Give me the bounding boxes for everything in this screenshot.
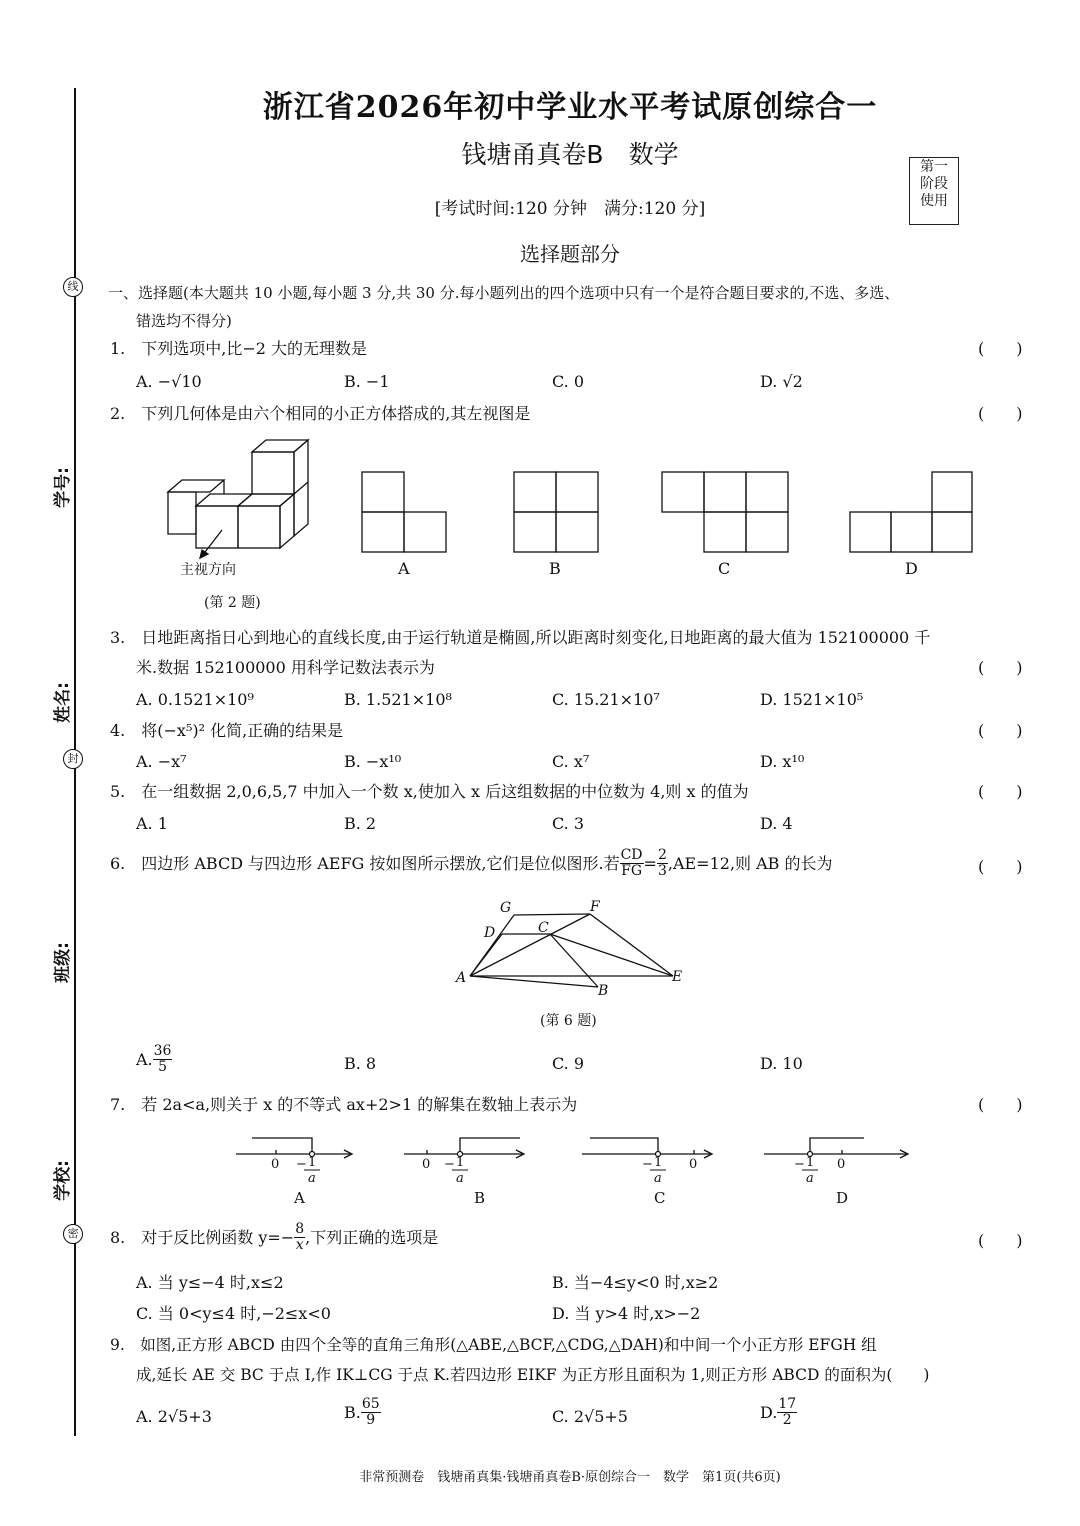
q6-option-a-num: 36: [153, 1043, 172, 1059]
q9-option-d: [760, 1397, 797, 1428]
q5-option-b: B. 2: [344, 814, 377, 833]
q6-answer-paren: ( ): [978, 857, 1023, 876]
q7-a-minus: −: [296, 1157, 307, 1172]
q4-option-d: D. x¹⁰: [760, 752, 805, 771]
instructions-line1: 一、选择题(本大题共 10 小题,每小题 3 分,共 30 分.每小题列出的四个选项中只有一个是符合题目要求的,不选、多选、: [108, 284, 900, 302]
exam-time-info: [考试时间:120 分钟 满分:120 分]: [434, 199, 706, 219]
q7-c-a: a: [654, 1171, 662, 1186]
q7-option-b: B: [474, 1189, 486, 1207]
q6-ratio-den: FG: [621, 863, 643, 879]
q8-fraction: [294, 1222, 305, 1253]
q6-value-fraction: [657, 848, 668, 879]
q7-b-a: a: [456, 1171, 464, 1186]
q2-stem: 2. 下列几何体是由六个相同的小正方体搭成的,其左视图是: [110, 404, 531, 423]
q8-fraction-den: x: [295, 1237, 304, 1253]
q7-d-one: 1: [806, 1155, 815, 1170]
q1-option-b: B. −1: [344, 372, 390, 391]
q4-option-c: C. x⁷: [552, 752, 590, 771]
q7-b-minus: −: [444, 1157, 455, 1172]
q6-value-num: 2: [657, 847, 667, 863]
q9-option-b-den: 9: [366, 1412, 376, 1428]
q3-option-a: A. 0.1521×10⁹: [136, 690, 254, 709]
q7-d-minus: −: [794, 1157, 805, 1172]
q6-ratio-fraction: [620, 848, 644, 879]
stage-stamp: [909, 157, 959, 225]
q9-option-b-fraction: [361, 1397, 381, 1428]
q6-option-a-label: A.: [136, 1049, 153, 1069]
q7-c-one: 1: [654, 1155, 663, 1170]
name-label: 姓名:: [52, 682, 73, 723]
q1-answer-paren: ( ): [978, 339, 1023, 358]
q6-point-f: F: [590, 899, 600, 915]
q7-c-zero: 0: [689, 1157, 698, 1172]
class-label: 班级:: [52, 942, 73, 983]
q4-option-a: A. −x⁷: [136, 752, 187, 771]
q7-a-a: a: [308, 1171, 316, 1186]
q6-option-b: B. 8: [344, 1054, 377, 1073]
q6-ratio-num: CD: [620, 847, 643, 863]
q2-option-c: C: [718, 559, 731, 578]
q3-option-b: B. 1.521×10⁸: [344, 690, 452, 709]
q1-option-a: A. −√10: [136, 372, 202, 391]
q7-option-a: A: [294, 1189, 305, 1207]
q7-a-zero: 0: [271, 1157, 280, 1172]
q7-b-one: 1: [456, 1155, 465, 1170]
q9-option-b-label: B.: [344, 1402, 361, 1422]
q6-stem-post: ,AE=12,则 AB 的长为: [667, 853, 833, 873]
q3-stem-line1: 3. 日地距离指日心到地心的直线长度,由于运行轨道是椭圆,所以距离时刻变化,日地距离的最大值为 152100000 千: [110, 628, 931, 647]
q6-equals: =: [643, 853, 657, 873]
q5-stem: 5. 在一组数据 2,0,6,5,7 中加入一个数 x,使加入 x 后这组数据的中位数为 4,则 x 的值为: [110, 782, 749, 801]
q6-point-e: E: [672, 969, 683, 985]
q2-option-b: B: [549, 559, 561, 578]
q7-d-zero: 0: [837, 1157, 846, 1172]
q9-option-d-den: 2: [782, 1412, 792, 1428]
q9-option-d-fraction: [777, 1397, 797, 1428]
q7-d-a: a: [806, 1171, 814, 1186]
binding-circle-mi: 密: [63, 1224, 83, 1244]
q6-point-a: A: [456, 970, 467, 986]
q7-option-d: D: [836, 1189, 849, 1207]
q2-figure: [150, 430, 1030, 620]
instructions-line2: 错选均不得分): [136, 312, 232, 330]
q1-stem: 1. 下列选项中,比−2 大的无理数是: [110, 339, 368, 358]
q6-option-d: D. 10: [760, 1054, 803, 1073]
q2-option-a: A: [398, 559, 410, 578]
stamp-line: 第一: [920, 159, 948, 175]
stamp-line: 使用: [920, 193, 948, 209]
q3-stem-line2: 米.数据 152100000 用科学记数法表示为: [136, 658, 435, 677]
q8-option-a: A. 当 y≤−4 时,x≤2: [136, 1273, 284, 1292]
q6-option-a: [136, 1044, 172, 1075]
q2-direction-label: 主视方向: [180, 562, 236, 578]
q8-stem-pre: 8. 对于反比例函数 y=−: [110, 1227, 295, 1247]
q9-option-b: [344, 1397, 381, 1428]
q4-answer-paren: ( ): [978, 721, 1023, 740]
q4-option-b: B. −x¹⁰: [344, 752, 402, 771]
q6-option-a-fraction: [153, 1044, 173, 1075]
q9-option-b-num: 65: [361, 1396, 380, 1412]
q6-point-g: G: [500, 900, 512, 916]
q7-option-c: C: [654, 1189, 666, 1207]
section-title: 选择题部分: [520, 242, 620, 266]
exam-title: 浙江省2026年初中学业水平考试原创综合一: [262, 90, 878, 125]
q6-caption: (第 6 题): [540, 1013, 597, 1029]
q3-option-c: C. 15.21×10⁷: [552, 690, 660, 709]
student-id-label: 学号:: [52, 467, 73, 508]
q8-stem-post: ,下列正确的选项是: [305, 1227, 439, 1247]
q6-stem-pre: 6. 四边形 ABCD 与四边形 AEFG 按如图所示摆放,它们是位似图形.若: [110, 853, 620, 873]
q8-answer-paren: ( ): [978, 1231, 1023, 1250]
q5-option-a: A. 1: [136, 814, 168, 833]
school-label: 学校:: [52, 1160, 73, 1201]
q8-option-c: C. 当 0<y≤4 时,−2≤x<0: [136, 1304, 331, 1323]
q1-option-c: C. 0: [552, 372, 585, 391]
q9-option-a: A. 2√5+3: [136, 1407, 212, 1426]
binding-circle-xian: 线: [63, 277, 83, 297]
page-footer: 非常预测卷 钱塘甬真集·钱塘甬真卷B·原创综合一 数学 第1页(共6页): [359, 1470, 781, 1485]
q9-option-d-label: D.: [760, 1402, 778, 1422]
q9-stem-line2: 成,延长 AE 交 BC 于点 I,作 IK⊥CG 于点 K.若四边形 EIKF 为正方形且面积为 1,则正方形 ABCD 的面积为( ): [136, 1366, 930, 1384]
q6-option-a-den: 5: [158, 1059, 168, 1075]
q2-caption: (第 2 题): [204, 595, 261, 611]
q5-option-d: D. 4: [760, 814, 793, 833]
exam-subtitle: 钱塘甬真卷B 数学: [461, 140, 679, 169]
q1-option-d: D. √2: [760, 372, 803, 391]
q6-figure: [450, 892, 700, 1004]
q7-number-lines: [230, 1128, 920, 1208]
q6-option-c: C. 9: [552, 1054, 585, 1073]
stamp-line: 阶段: [920, 176, 948, 192]
q6-point-c: C: [538, 920, 549, 936]
q8-fraction-num: 8: [295, 1221, 305, 1237]
q8-option-b: B. 当−4≤y<0 时,x≥2: [552, 1273, 719, 1292]
q8-option-d: D. 当 y>4 时,x>−2: [552, 1304, 701, 1323]
q6-point-d: D: [484, 925, 496, 941]
q7-b-zero: 0: [422, 1157, 431, 1172]
q9-stem-line1: 9. 如图,正方形 ABCD 由四个全等的直角三角形(△ABE,△BCF,△CDG,△DAH)和中间一个小正方形 EFGH 组: [110, 1336, 877, 1354]
q5-option-c: C. 3: [552, 814, 585, 833]
q8-stem: [110, 1222, 438, 1253]
q6-value-den: 3: [657, 863, 667, 879]
q7-answer-paren: ( ): [978, 1095, 1023, 1114]
q6-stem: [110, 848, 833, 879]
q7-stem: 7. 若 2a<a,则关于 x 的不等式 ax+2>1 的解集在数轴上表示为: [110, 1095, 578, 1114]
q9-option-c: C. 2√5+5: [552, 1407, 628, 1426]
q4-stem: 4. 将(−x⁵)² 化简,正确的结果是: [110, 721, 344, 740]
q5-answer-paren: ( ): [978, 782, 1023, 801]
q3-answer-paren: ( ): [978, 658, 1023, 677]
q7-c-minus: −: [642, 1157, 653, 1172]
q9-option-d-num: 17: [778, 1396, 797, 1412]
binding-circle-feng: 封: [63, 749, 83, 769]
q2-answer-paren: ( ): [978, 404, 1023, 423]
q2-option-d: D: [905, 559, 918, 578]
q6-point-b: B: [598, 983, 609, 999]
q7-a-one: 1: [308, 1155, 317, 1170]
q3-option-d: D. 1521×10⁵: [760, 690, 864, 709]
